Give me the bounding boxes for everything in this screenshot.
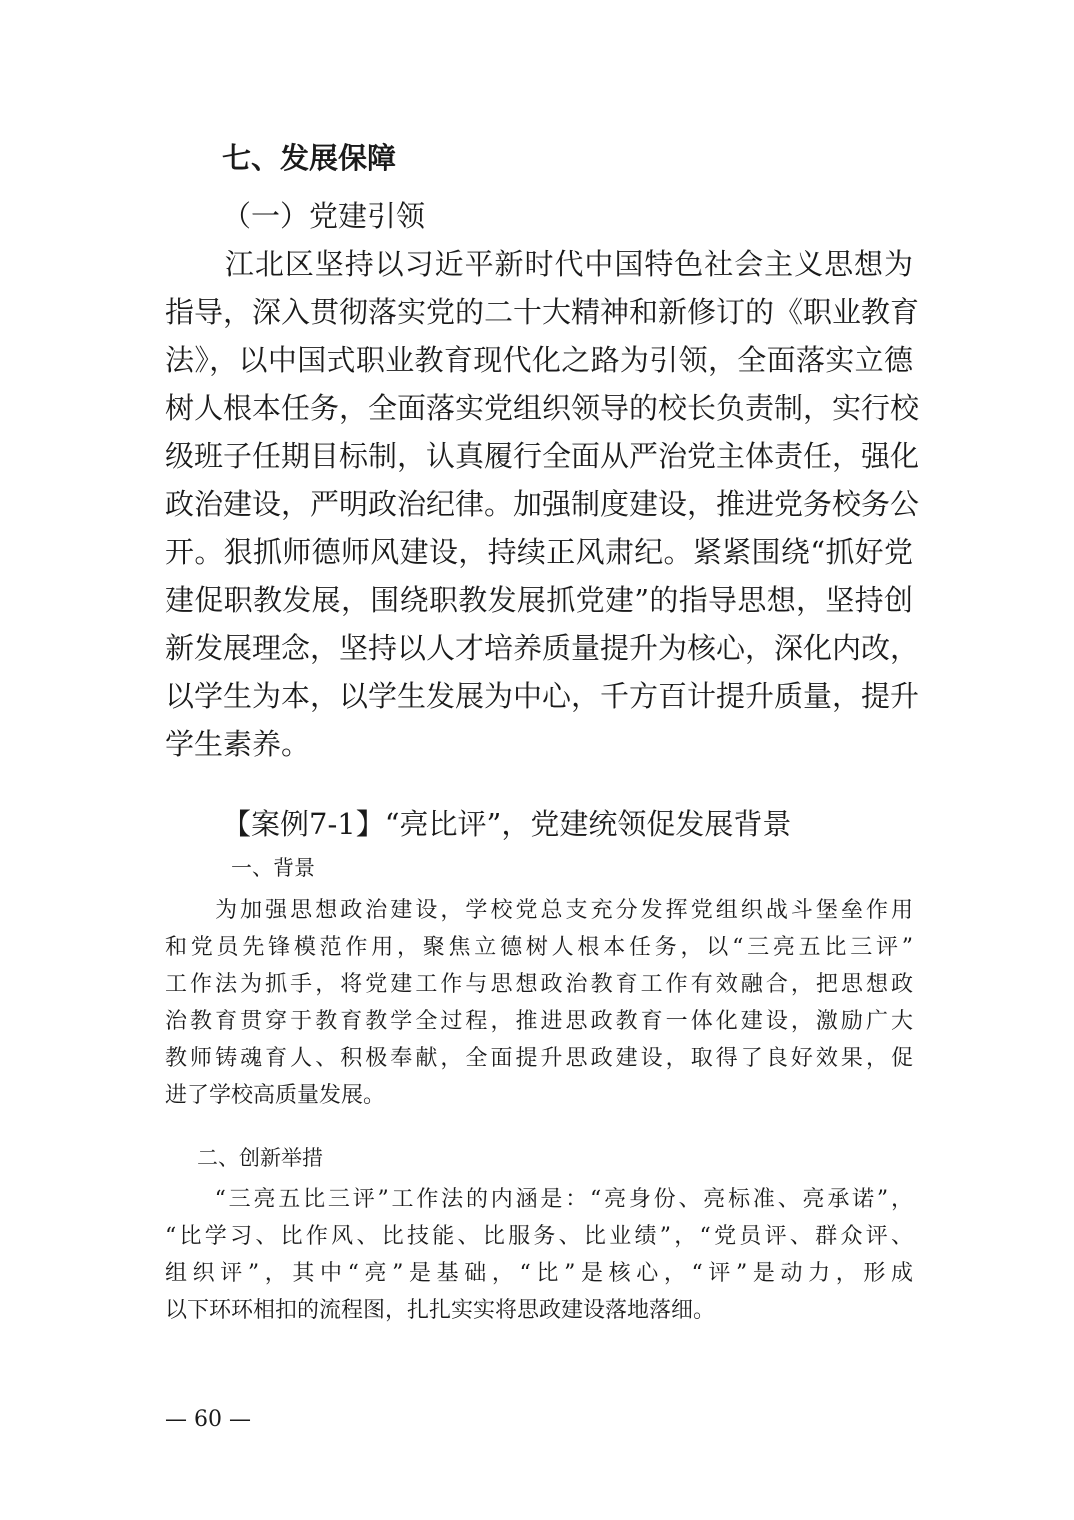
subsection-title: （一）党建引领 xyxy=(222,199,426,233)
paragraph-line: 开。狠抓师德师风建设，持续正风肃纪。紧紧围绕“抓好党 xyxy=(165,535,913,569)
section-title: 七、发展保障 xyxy=(222,141,397,175)
paragraph-line: 为加强思想政治建设，学校党总支充分发挥党组织战斗堡垒作用 xyxy=(165,898,913,923)
paragraph-line: 进了学校高质量发展。 xyxy=(165,1083,386,1108)
case-paragraph-innovation xyxy=(165,1181,913,1329)
page-number: — 60 — xyxy=(165,1407,251,1432)
paragraph-line: 以下环环相扣的流程图，扎扎实实将思政建设落地落细。 xyxy=(165,1298,716,1323)
paragraph-party-leadership xyxy=(165,240,920,768)
paragraph-line: 工作法为抓手，将党建工作与思想政治教育工作有效融合，把思想政 xyxy=(165,972,913,997)
paragraph-line: “三亮五比三评”工作法的内涵是：“亮身份、亮标准、亮承诺”， xyxy=(165,1187,913,1212)
case-paragraph-background xyxy=(165,892,913,1114)
paragraph-line: 江北区坚持以习近平新时代中国特色社会主义思想为 xyxy=(165,247,913,281)
case-section-innovation-title: 二、创新举措 xyxy=(197,1146,323,1170)
paragraph-line: 和党员先锋模范作用，聚焦立德树人根本任务，以“三亮五比三评” xyxy=(165,935,913,960)
paragraph-line: 治教育贯穿于教育教学全过程，推进思政教育一体化建设，激励广大 xyxy=(165,1009,913,1034)
paragraph-line: 建促职教发展，围绕职教发展抓党建”的指导思想，坚持创 xyxy=(165,583,913,617)
paragraph-line: 以学生为本，以学生发展为中心，千方百计提升质量，提升 xyxy=(165,679,920,713)
paragraph-line: 教师铸魂育人、积极奉献，全面提升思政建设，取得了良好效果，促 xyxy=(165,1046,913,1071)
paragraph-line: “比学习、比作风、比技能、比服务、比业绩”，“党员评、群众评、 xyxy=(165,1224,913,1249)
paragraph-line: 新发展理念，坚持以人才培养质量提升为核心，深化内改， xyxy=(165,631,920,665)
paragraph-line: 政治建设，严明政治纪律。加强制度建设，推进党务校务公 xyxy=(165,487,920,521)
paragraph-line: 法》，以中国式职业教育现代化之路为引领，全面落实立德 xyxy=(165,343,913,377)
paragraph-line: 级班子任期目标制，认真履行全面从严治党主体责任，强化 xyxy=(165,439,920,473)
paragraph-line: 组织评”，其中“亮”是基础，“比”是核心，“评”是动力，形成 xyxy=(165,1261,913,1286)
paragraph-line: 学生素养。 xyxy=(165,727,311,761)
case-title: 【案例7-1】“亮比评”，党建统领促发展背景 xyxy=(222,807,792,841)
case-section-background-title: 一、背景 xyxy=(231,856,315,880)
paragraph-line: 树人根本任务，全面落实党组织领导的校长负责制，实行校 xyxy=(165,391,920,425)
paragraph-line: 指导，深入贯彻落实党的二十大精神和新修订的《职业教育 xyxy=(165,295,920,329)
